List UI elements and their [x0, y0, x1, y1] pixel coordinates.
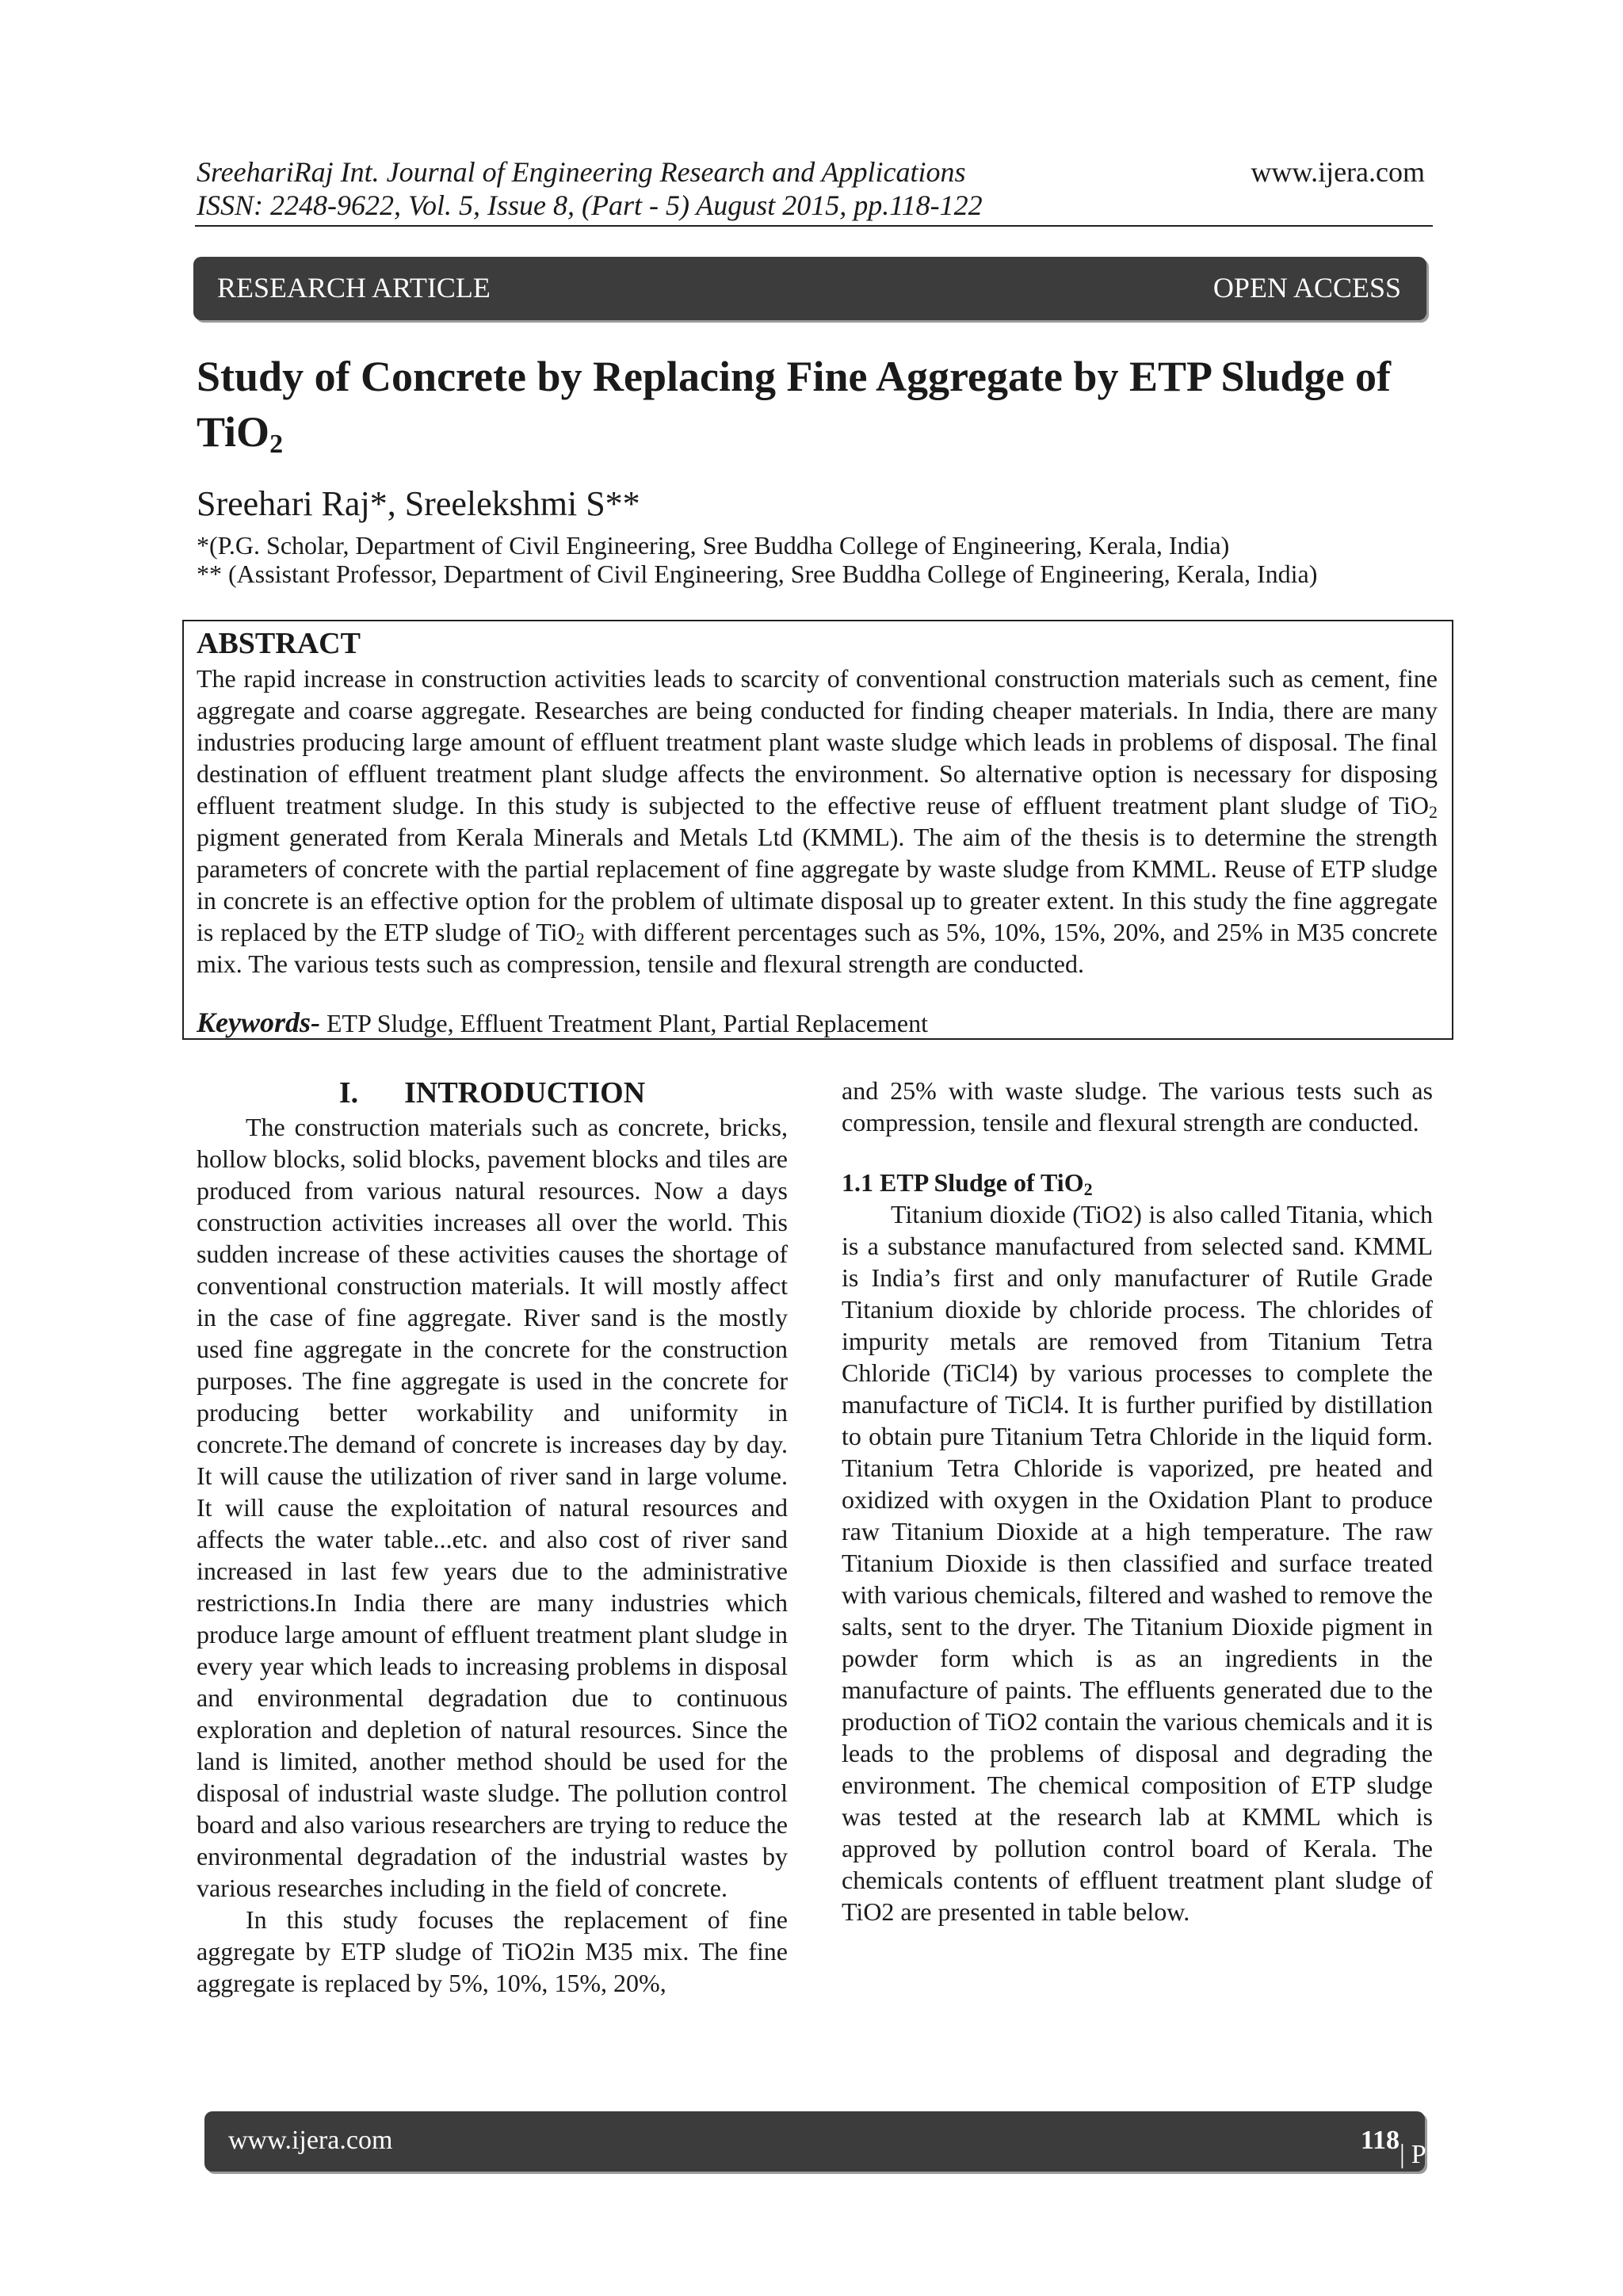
- right-column: [842, 1075, 1433, 1927]
- abstract-part-3: with different percentages such as 5%, 10%, 15%, 20%, and 25% in M35 concrete mix. The various tests such as compression, tensile and flexural strength are conducted.: [197, 918, 1438, 978]
- paper-title: [197, 349, 1449, 472]
- subsection-title: 1.1 ETP Sludge of TiO: [842, 1168, 1084, 1197]
- keywords: [197, 1007, 928, 1039]
- journal-line: SreehariRaj Int. Journal of Engineering Research and Applications: [197, 156, 966, 188]
- section-number: I.: [338, 1076, 359, 1110]
- abstract-part-1: The rapid increase in construction activities leads to scarcity of conventional construction materials such as cement, fine aggregate and coarse aggregate. Researches are being conducted for finding cheaper materials. In India, there are many industries producing large amount of effluent treatment plant waste sludge which leads in problems of disposal. The final destination of effluent treatment plant sludge affects the environment. So alternative option is necessary for disposing effluent treatment sludge. In this study is subjected to the effective reuse of effluent treatment plant sludge of TiO: [197, 664, 1438, 819]
- keywords-label: Keywords-: [197, 1007, 320, 1038]
- keywords-list: ETP Sludge, Effluent Treatment Plant, Partial Replacement: [320, 1009, 928, 1037]
- subsection-paragraph: Titanium dioxide (TiO2) is also called Titania, which is a substance manufactured from selected sand. KMML is India’s first and only manufacturer of Rutile Grade Titanium dioxide by chloride process. The chlorides of impurity metals are removed from Titanium Tetra Chloride (TiCl4) by various processes to complete the manufacture of TiCl4. It is further purified by distillation to obtain pure Titanium Tetra Chloride in the liquid form. Titanium Tetra Chloride is vaporized, pre heated and oxidized with oxygen in the Oxidation Plant to produce raw Titanium Dioxide at a high temperature. The raw Titanium Dioxide is then classified and surface treated with various chemicals, filtered and washed to remove the salts, sent to the dryer. The Titanium Dioxide pigment in powder form which is as an ingredients in the manufacture of paints. The effluents generated due to the production of TiO2 contain the various chemicals and it is leads to the problems of disposal and degrading the environment. The chemical composition of ETP sludge was tested at the research lab at KMML which is approved by pollution control board of Kerala. The chemicals contents of effluent treatment plant sludge of TiO2 are presented in table below.: [842, 1200, 1433, 1926]
- abstract-text: [197, 663, 1438, 980]
- abstract-subscript-2: 2: [575, 929, 585, 949]
- abstract-part-2: pigment generated from Kerala Minerals and Metals Ltd (KMML). The aim of the thesis is to determine the strength parameters of concrete with the partial replacement of fine aggregate by waste sludge from KMML. Reuse of ETP sludge in concrete is an effective option for the problem of ultimate disposal up to greater extent. In this study the fine aggregate is replaced by the ETP sludge of TiO: [197, 823, 1438, 946]
- section-title: INTRODUCTION: [404, 1076, 646, 1110]
- affiliation-2: ** (Assistant Professor, Department of Civil Engineering, Sree Buddha College of Engineering, Kerala, India): [197, 560, 1318, 588]
- intro-paragraph-2-continued: and 25% with waste sludge. The various tests such as compression, tensile and flexural strength are conducted.: [842, 1076, 1433, 1137]
- introduction-heading: [197, 1075, 788, 1111]
- authors: Sreehari Raj*, Sreelekshmi S**: [197, 484, 640, 523]
- affiliation-1: *(P.G. Scholar, Department of Civil Engineering, Sree Buddha College of Engineering, Kerala, India): [197, 531, 1230, 560]
- page-label: |P a g e: [1400, 2140, 1432, 2260]
- subsection-heading-1-1: [842, 1167, 1433, 1198]
- title-subscript: 2: [269, 430, 284, 459]
- intro-paragraph-2: In this study focuses the replacement of fine aggregate by ETP sludge of TiO2in M35 mix. The fine aggregate is replaced by 5%, 10%, 15%, 20%,: [197, 1905, 788, 1997]
- research-article-label: RESEARCH ARTICLE: [217, 272, 491, 304]
- abstract-heading: ABSTRACT: [197, 627, 361, 660]
- issn-line: ISSN: 2248-9622, Vol. 5, Issue 8, (Part - 5) August 2015, pp.118-122: [197, 189, 983, 221]
- footer-website: www.ijera.com: [228, 2126, 393, 2155]
- title-text: Study of Concrete by Replacing Fine Aggregate by ETP Sludge of TiO: [197, 353, 1392, 456]
- footer-banner: [204, 2111, 1432, 2260]
- open-access-label: OPEN ACCESS: [1212, 272, 1401, 304]
- subsection-subscript: 2: [1083, 1179, 1093, 1199]
- header-rule: [195, 225, 1433, 227]
- left-column: [197, 1075, 788, 1999]
- intro-paragraph-1: The construction materials such as concrete, bricks, hollow blocks, solid blocks, pavement blocks and tiles are produced from various natural resources. Now a days construction activities increases all over the world. This sudden increase of these activities causes the shortage of conventional construction materials. It will mostly affect in the case of fine aggregate. River sand is the mostly used fine aggregate in the concrete for the construction purposes. The fine aggregate is used in the concrete for producing better workability and uniformity in concrete.The demand of concrete is increases day by day. It will cause the utilization of river sand in large volume. It will cause the exploitation of natural resources and affects the water table...etc. and also cost of river sand increased in last few years due to the administrative restrictions.In India there are many industries which produce large amount of effluent treatment plant sludge in every year which leads to increasing problems in disposal and environmental degradation due to continuous exploration and depletion of natural resources. Since the land is limited, another method should be used for the disposal of industrial waste sludge. The pollution control board and also various researchers are trying to reduce the environmental degradation of the industrial wastes by various researches including in the field of concrete.: [197, 1113, 788, 1902]
- page-number-value: 118: [1360, 2126, 1400, 2155]
- abstract-subscript-1: 2: [1429, 802, 1438, 822]
- header-website: www.ijera.com: [1251, 156, 1425, 188]
- article-type-banner: [193, 257, 1426, 320]
- page-number: [1360, 2126, 1432, 2260]
